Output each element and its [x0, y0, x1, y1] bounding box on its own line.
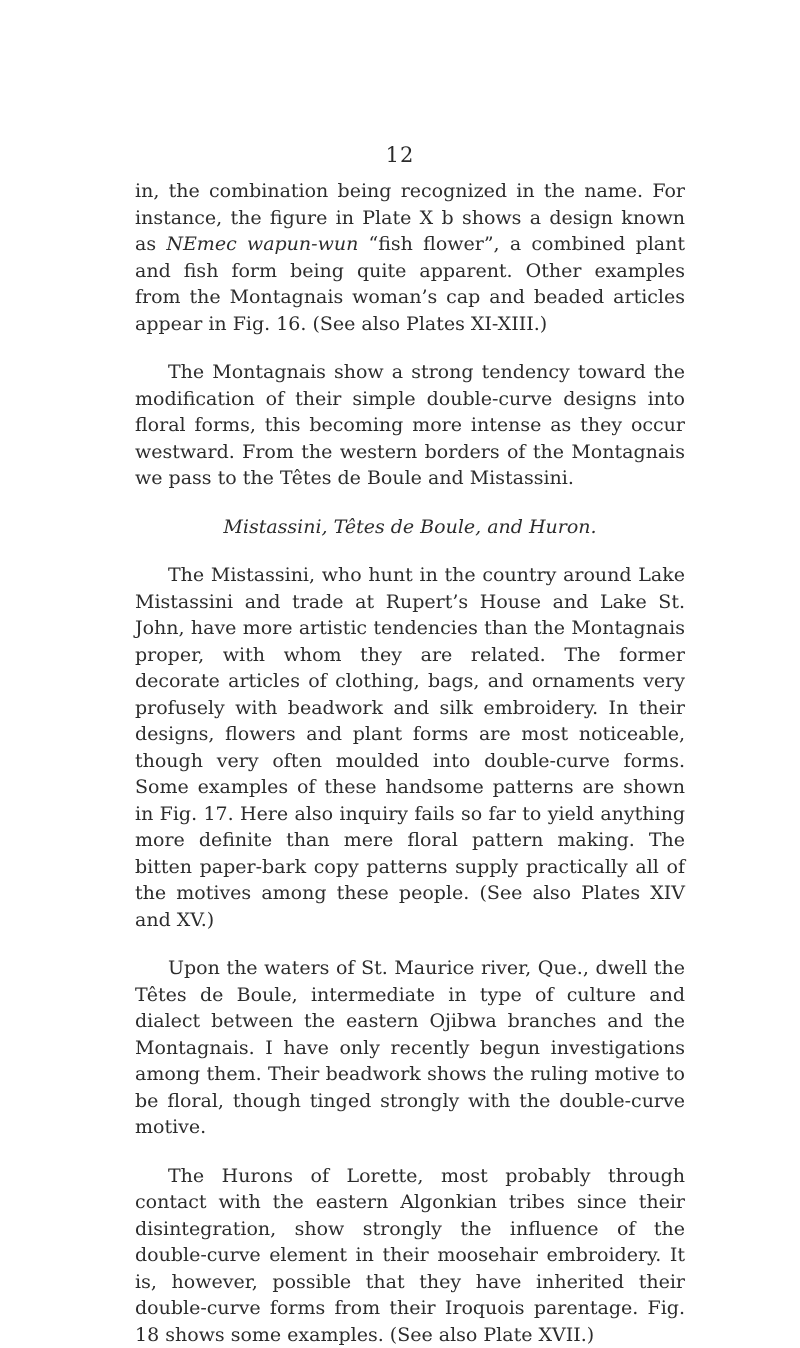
paragraph-montagnais: The Montagnais show a strong tendency toward the modification of their simple double-curve designs into floral forms, this becoming more intense as they occur westward. From the western borders of the Montagnais we pass to the Têtes de Boule and Mistassini.: [135, 359, 685, 492]
paragraph-1-before: in, the combination being recognized in the name. For instance, the figure in Plate X b shows a design known as: [135, 180, 685, 255]
paragraph-huron: The Hurons of Lorette, most probably through contact with the eastern Algonkian tribes since their disintegration, show strongly the influence of the double-curve element in their moosehair embroidery. It is, however, possible that they have inherited their double-curve forms from their Iroquois parentage. Fig. 18 shows some examples. (See also Plate XVII.): [135, 1163, 685, 1348]
body-text: [135, 178, 685, 1348]
paragraph-1-after: “fish flower”, a combined plant and fish form being quite apparent. Other examples from the Montagnais woman’s cap and beaded articles appear in Fig. 16. (See also Plates XI-XIII.): [135, 233, 685, 335]
paragraph-continuation: [135, 178, 685, 337]
section-heading: Mistassini, Têtes de Boule, and Huron.: [135, 514, 685, 541]
paragraph-mistassini: The Mistassini, who hunt in the country around Lake Mistassini and trade at Rupert’s House and Lake St. John, have more artistic tendencies than the Montagnais proper, with whom they are related. The former decorate articles of clothing, bags, and ornaments very profusely with beadwork and silk embroidery. In their designs, flowers and plant forms are most noticeable, though very often moulded into double-curve forms. Some examples of these handsome patterns are shown in Fig. 17. Here also inquiry fails so far to yield anything more definite than mere floral pattern making. The bitten paper-bark copy patterns supply practically all of the motives among these people. (See also Plates XIV and XV.): [135, 562, 685, 933]
page-number: 12: [0, 143, 800, 167]
native-term: NEmec wapun-wun: [166, 233, 358, 255]
paragraph-tetes-de-boule: Upon the waters of St. Maurice river, Que., dwell the Têtes de Boule, intermediate in type of culture and dialect between the eastern Ojibwa branches and the Montagnais. I have only recently begun investigations among them. Their beadwork shows the ruling motive to be floral, though tinged strongly with the double-curve motive.: [135, 955, 685, 1141]
